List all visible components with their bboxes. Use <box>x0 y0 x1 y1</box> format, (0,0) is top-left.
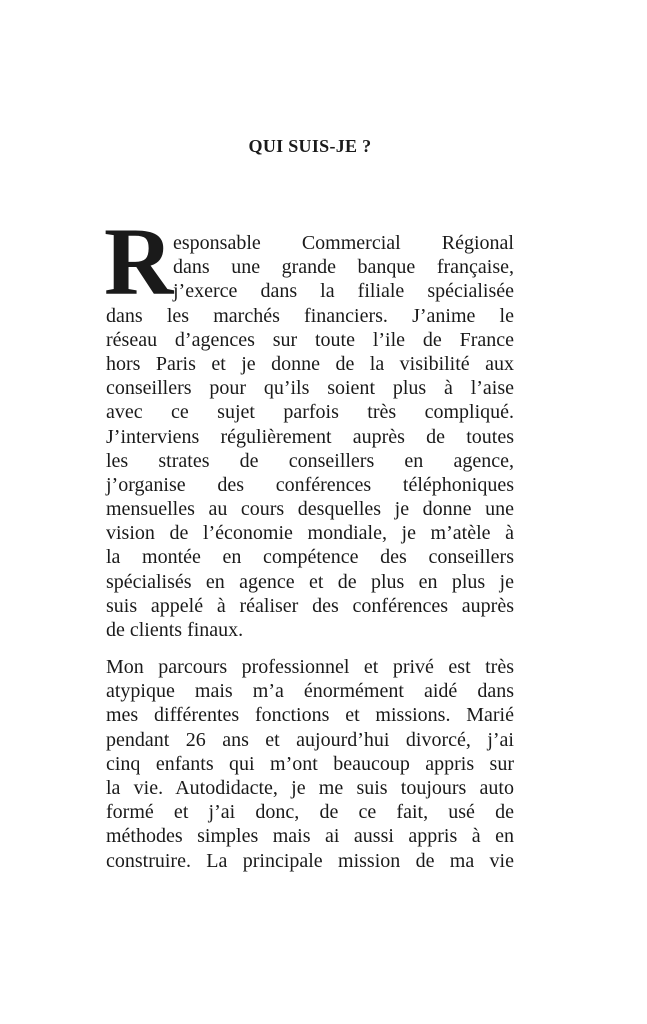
text-line: cinq enfants qui m’ont beaucoup appris sur <box>106 752 514 775</box>
text-line: Mon parcours professionnel et privé est très <box>106 656 514 678</box>
paragraph-1 <box>106 231 514 642</box>
text-line: la montée en compétence des conseillers <box>106 546 514 569</box>
chapter-title: QUI SUIS-JE ? <box>248 136 372 156</box>
text-line: j’organise des conférences téléphoniques <box>106 473 514 496</box>
drop-cap: R <box>104 208 174 315</box>
text-line: pendant 26 ans et aujourd’hui divorcé, j’ai <box>106 728 514 751</box>
text-line: mes différentes fonctions et missions. Marié <box>106 704 514 727</box>
text-line: les strates de conseillers en agence, <box>106 449 514 472</box>
text-line: atypique mais m’a énormément aidé dans <box>106 680 514 703</box>
text-line: formé et j’ai donc, de ce fait, usé de <box>106 801 514 824</box>
text-line: conseillers pour qu’ils soient plus à l’aise <box>106 377 514 400</box>
text-line: construire. La principale mission de ma vie <box>106 849 514 872</box>
text-line: dans les marchés financiers. J’anime le <box>106 304 514 327</box>
text-line: de clients finaux. <box>106 619 244 641</box>
text-line: la vie. Autodidacte, je me suis toujours auto <box>106 776 514 799</box>
text-line: mensuelles au cours desquelles je donne une <box>106 498 514 521</box>
text-line: spécialisés en agence et de plus en plus je <box>106 570 514 593</box>
paragraph-2 <box>106 655 514 873</box>
text-line: suis appelé à réaliser des conférences auprès <box>106 594 514 617</box>
text-line: esponsable Commercial Régional <box>173 232 514 254</box>
text-line: hors Paris et je donne de la visibilité aux <box>106 352 514 375</box>
text-line: avec ce sujet parfois très compliqué. <box>106 401 514 424</box>
text-line: méthodes simples mais ai aussi appris à en <box>106 825 514 848</box>
text-line: J’interviens régulièrement auprès de toutes <box>106 425 514 448</box>
text-line: dans une grande banque française, <box>173 256 514 279</box>
text-line: j’exerce dans la filiale spécialisée <box>173 280 514 303</box>
text-line: vision de l’économie mondiale, je m’atèle à <box>106 522 514 545</box>
text-line: réseau d’agences sur toute l’ile de France <box>106 328 514 351</box>
